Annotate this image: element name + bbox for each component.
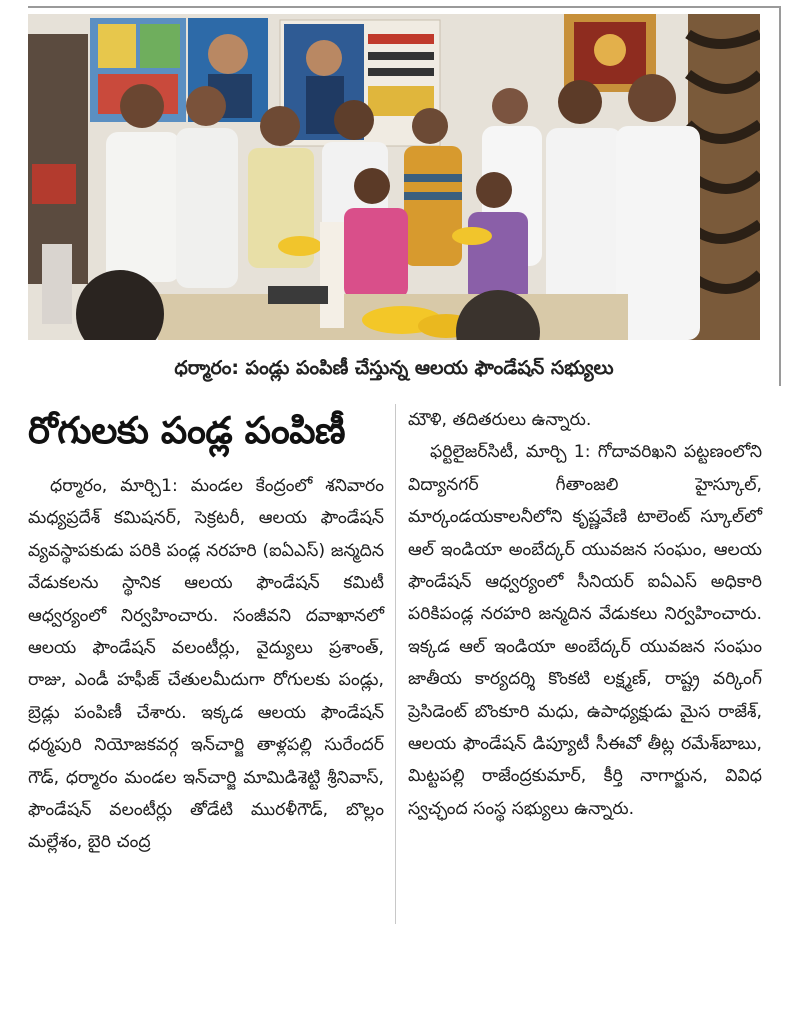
photo-caption: ధర్మారం: పండ్లు పంపిణీ చేస్తున్న ఆలయ ఫౌండేషన్ సభ్యులు (174, 356, 614, 379)
page-top-rule (28, 6, 780, 8)
article-body-left: ధర్మారం, మార్చి1: మండల కేంద్రంలో శనివారం మధ్యప్రదేశ్ కమిషనర్, సెక్రటరీ, ఆలయ ఫౌండేషన్ వ్యవస్థాపకుడు పరికి పండ్ల నరహరి (ఐఏఎస్) జన్మదిన వేడుకలను స్థానిక ఆలయ ఫౌండేషన్ కమిటీ ఆధ్వర్యంలో నిర్వహించారు. సంజీవని దవాఖానలో ఆలయ ఫౌండేషన్ వలంటీర్లు, వైద్యులు ప్రశాంత్, రాజు, ఎండీ హఫీజ్ చేతులమీదుగా రోగులకు పండ్లు, బ్రెడ్లు పంపిణీ చేశారు. ఇక్కడ ఆలయ ఫౌండేషన్ ధర్మపురి నియోజకవర్గ ఇన్‌చార్జి తాళ్లపల్లి సురేందర్ గౌడ్, ధర్మారం మండల ఇన్‌చార్జి మామిడిశెట్టి శ్రీనివాస్, ఫౌండేషన్ వలంటీర్లు తోడేటి మురళీగౌడ్, బొల్లం మల్లేశం, బైరి చంద్ర (28, 476, 384, 853)
article-right-column (408, 404, 762, 825)
page-right-rule (779, 6, 781, 386)
article-headline: రోగులకు పండ్ల పంపిణీ (28, 409, 346, 452)
article-body-right: ఫర్టిలైజర్‌సిటీ, మార్చి 1: గోదావరిఖని పట్టణంలోని విద్యానగర్ గీతాంజలి హైస్కూల్, మార్కండయకాలనీలోని కృష్ణవేణి టాలెంట్ స్కూల్‌లో ఆల్ ఇండియా అంబేద్కర్ యువజన సంఘం, ఆలయ ఫౌండేషన్ ఆధ్వర్యంలో సీనియర్ ఐఏఎస్ అధికారి పరికిపండ్ల నరహరి జన్మదిన వేడుకలు నిర్వహించారు. ఇక్కడ ఆల్ ఇండియా అంబేద్కర్ యువజన సంఘం జాతీయ కార్యదర్శి కొంకటి లక్ష్మణ్, రాష్ట్ర వర్కింగ్ ప్రెసిడెంట్ బొంకూరి మధు, ఉపాధ్యక్షుడు మైస రాజేశ్, ఆలయ ఫౌండేషన్ డిప్యూటీ సీఈవో తీట్ల రమేశ్‌బాబు, మిట్టపల్లి రాజేంద్రకుమార్, కీర్తి నాగార్జున, వివిధ స్వచ్ఛంద సంస్థ సభ్యులు ఉన్నారు. (408, 442, 762, 819)
news-photo (28, 14, 760, 340)
article-left-column (28, 404, 384, 859)
column-divider (395, 404, 396, 924)
article-continuation: మౌళి, తదితరులు ఉన్నారు. (408, 410, 592, 430)
